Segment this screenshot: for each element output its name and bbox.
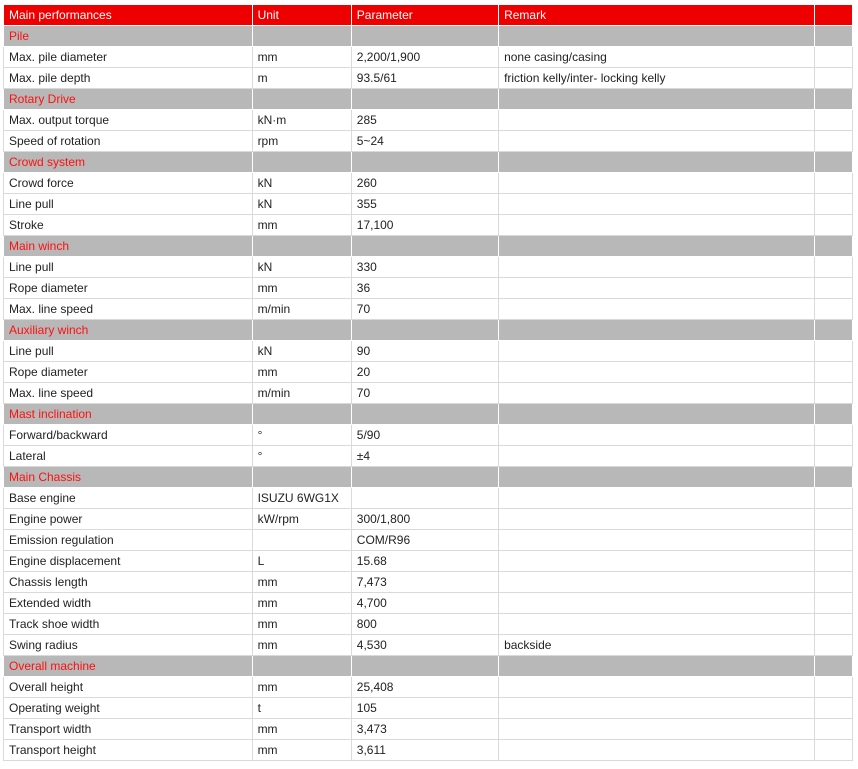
section-filler-cell	[351, 26, 498, 47]
section-header-row	[4, 320, 853, 341]
table-row	[4, 278, 853, 299]
section-filler-cell	[499, 320, 815, 341]
row-parameter: 36	[351, 278, 498, 299]
header-extra	[815, 5, 853, 26]
row-extra	[815, 299, 853, 320]
section-filler-cell	[351, 320, 498, 341]
section-filler-cell	[815, 404, 853, 425]
row-parameter: 3,473	[351, 719, 498, 740]
row-parameter: 105	[351, 698, 498, 719]
row-unit: m	[252, 68, 351, 89]
table-row	[4, 551, 853, 572]
section-filler-cell	[351, 152, 498, 173]
row-parameter: 93.5/61	[351, 68, 498, 89]
row-extra	[815, 698, 853, 719]
row-extra	[815, 194, 853, 215]
section-header-row	[4, 656, 853, 677]
row-extra	[815, 47, 853, 68]
row-parameter: 70	[351, 299, 498, 320]
section-title: Mast inclination	[4, 404, 253, 425]
row-extra	[815, 278, 853, 299]
section-filler-cell	[351, 89, 498, 110]
row-extra	[815, 551, 853, 572]
row-remark	[499, 593, 815, 614]
row-unit: kN	[252, 257, 351, 278]
section-filler-cell	[252, 656, 351, 677]
row-unit: mm	[252, 740, 351, 761]
row-parameter	[351, 488, 498, 509]
header-remark: Remark	[499, 5, 815, 26]
row-label: Max. output torque	[4, 110, 253, 131]
row-extra	[815, 488, 853, 509]
row-extra	[815, 173, 853, 194]
specification-table	[3, 4, 853, 761]
section-header-row	[4, 152, 853, 173]
row-unit: mm	[252, 719, 351, 740]
row-remark	[499, 362, 815, 383]
row-parameter: 5/90	[351, 425, 498, 446]
row-remark	[499, 194, 815, 215]
row-extra	[815, 740, 853, 761]
row-parameter: 800	[351, 614, 498, 635]
row-parameter: 4,700	[351, 593, 498, 614]
row-label: Max. pile depth	[4, 68, 253, 89]
row-label: Extended width	[4, 593, 253, 614]
row-extra	[815, 635, 853, 656]
table-row	[4, 677, 853, 698]
table-row	[4, 257, 853, 278]
row-label: Speed of rotation	[4, 131, 253, 152]
table-row	[4, 341, 853, 362]
table-row	[4, 509, 853, 530]
table-row	[4, 635, 853, 656]
row-remark	[499, 341, 815, 362]
row-parameter: 70	[351, 383, 498, 404]
row-unit: mm	[252, 278, 351, 299]
section-filler-cell	[815, 236, 853, 257]
section-title: Overall machine	[4, 656, 253, 677]
row-remark	[499, 110, 815, 131]
row-parameter: 17,100	[351, 215, 498, 236]
row-label: Chassis length	[4, 572, 253, 593]
row-label: Operating weight	[4, 698, 253, 719]
table-row	[4, 530, 853, 551]
row-remark	[499, 614, 815, 635]
section-filler-cell	[815, 467, 853, 488]
row-remark	[499, 572, 815, 593]
row-parameter: 5~24	[351, 131, 498, 152]
row-parameter: 15.68	[351, 551, 498, 572]
section-filler-cell	[351, 467, 498, 488]
row-label: Transport height	[4, 740, 253, 761]
row-label: Lateral	[4, 446, 253, 467]
row-remark	[499, 719, 815, 740]
table-row	[4, 446, 853, 467]
header-main-performances: Main performances	[4, 5, 253, 26]
table-row	[4, 593, 853, 614]
section-filler-cell	[499, 152, 815, 173]
row-remark	[499, 551, 815, 572]
row-unit: m/min	[252, 383, 351, 404]
row-unit	[252, 530, 351, 551]
section-filler-cell	[815, 320, 853, 341]
row-extra	[815, 593, 853, 614]
row-unit: mm	[252, 677, 351, 698]
row-label: Line pull	[4, 257, 253, 278]
row-remark	[499, 278, 815, 299]
section-filler-cell	[815, 89, 853, 110]
table-row	[4, 131, 853, 152]
row-extra	[815, 530, 853, 551]
row-label: Max. line speed	[4, 383, 253, 404]
row-extra	[815, 677, 853, 698]
row-remark: backside	[499, 635, 815, 656]
row-unit: kW/rpm	[252, 509, 351, 530]
section-filler-cell	[252, 236, 351, 257]
section-header-row	[4, 404, 853, 425]
row-unit: mm	[252, 635, 351, 656]
header-parameter: Parameter	[351, 5, 498, 26]
table-row	[4, 719, 853, 740]
table-row	[4, 110, 853, 131]
specification-table-body	[4, 5, 853, 761]
row-remark	[499, 488, 815, 509]
section-filler-cell	[252, 404, 351, 425]
section-filler-cell	[499, 656, 815, 677]
row-unit: L	[252, 551, 351, 572]
row-unit: mm	[252, 47, 351, 68]
section-filler-cell	[252, 467, 351, 488]
section-title: Crowd system	[4, 152, 253, 173]
row-parameter: 355	[351, 194, 498, 215]
section-filler-cell	[499, 404, 815, 425]
section-filler-cell	[252, 89, 351, 110]
section-header-row	[4, 26, 853, 47]
section-filler-cell	[499, 26, 815, 47]
row-extra	[815, 446, 853, 467]
row-unit: mm	[252, 593, 351, 614]
row-remark	[499, 740, 815, 761]
row-remark	[499, 698, 815, 719]
row-label: Transport width	[4, 719, 253, 740]
row-label: Rope diameter	[4, 362, 253, 383]
row-label: Crowd force	[4, 173, 253, 194]
row-unit: mm	[252, 614, 351, 635]
row-label: Line pull	[4, 341, 253, 362]
row-remark	[499, 215, 815, 236]
header-unit: Unit	[252, 5, 351, 26]
row-remark	[499, 173, 815, 194]
row-extra	[815, 341, 853, 362]
row-remark	[499, 383, 815, 404]
row-extra	[815, 509, 853, 530]
row-remark	[499, 299, 815, 320]
row-label: Engine displacement	[4, 551, 253, 572]
row-remark: friction kelly/inter- locking kelly	[499, 68, 815, 89]
row-unit: kN	[252, 194, 351, 215]
row-parameter: 25,408	[351, 677, 498, 698]
section-filler-cell	[499, 467, 815, 488]
row-unit: °	[252, 425, 351, 446]
row-remark	[499, 257, 815, 278]
table-row	[4, 299, 853, 320]
table-row	[4, 194, 853, 215]
row-parameter: 300/1,800	[351, 509, 498, 530]
section-filler-cell	[351, 236, 498, 257]
section-header-row	[4, 236, 853, 257]
row-remark: none casing/casing	[499, 47, 815, 68]
table-row	[4, 614, 853, 635]
row-extra	[815, 215, 853, 236]
row-extra	[815, 362, 853, 383]
row-remark	[499, 131, 815, 152]
table-header-row	[4, 5, 853, 26]
row-unit: °	[252, 446, 351, 467]
row-extra	[815, 383, 853, 404]
table-row	[4, 215, 853, 236]
table-row	[4, 740, 853, 761]
section-filler-cell	[815, 656, 853, 677]
row-parameter: 330	[351, 257, 498, 278]
row-remark	[499, 530, 815, 551]
table-row	[4, 425, 853, 446]
row-parameter: 4,530	[351, 635, 498, 656]
row-extra	[815, 68, 853, 89]
row-parameter: 3,611	[351, 740, 498, 761]
section-filler-cell	[252, 152, 351, 173]
section-title: Auxiliary winch	[4, 320, 253, 341]
section-filler-cell	[252, 320, 351, 341]
row-unit: kN	[252, 173, 351, 194]
table-row	[4, 698, 853, 719]
section-title: Main Chassis	[4, 467, 253, 488]
row-unit: ISUZU 6WG1X	[252, 488, 351, 509]
row-unit: mm	[252, 362, 351, 383]
row-parameter: 285	[351, 110, 498, 131]
table-row	[4, 47, 853, 68]
row-parameter: 260	[351, 173, 498, 194]
row-label: Line pull	[4, 194, 253, 215]
row-label: Emission regulation	[4, 530, 253, 551]
row-parameter: COM/R96	[351, 530, 498, 551]
row-label: Forward/backward	[4, 425, 253, 446]
row-remark	[499, 446, 815, 467]
row-extra	[815, 131, 853, 152]
section-header-row	[4, 89, 853, 110]
section-header-row	[4, 467, 853, 488]
table-row	[4, 383, 853, 404]
section-filler-cell	[351, 656, 498, 677]
row-label: Swing radius	[4, 635, 253, 656]
section-filler-cell	[351, 404, 498, 425]
row-unit: m/min	[252, 299, 351, 320]
table-row	[4, 488, 853, 509]
section-title: Main winch	[4, 236, 253, 257]
table-row	[4, 68, 853, 89]
row-unit: kN·m	[252, 110, 351, 131]
section-filler-cell	[815, 152, 853, 173]
row-parameter: ±4	[351, 446, 498, 467]
row-label: Max. pile diameter	[4, 47, 253, 68]
section-filler-cell	[815, 26, 853, 47]
row-label: Base engine	[4, 488, 253, 509]
row-extra	[815, 614, 853, 635]
row-parameter: 2,200/1,900	[351, 47, 498, 68]
row-unit: t	[252, 698, 351, 719]
row-label: Stroke	[4, 215, 253, 236]
row-remark	[499, 509, 815, 530]
row-parameter: 7,473	[351, 572, 498, 593]
row-unit: mm	[252, 215, 351, 236]
section-filler-cell	[499, 236, 815, 257]
row-extra	[815, 425, 853, 446]
row-unit: kN	[252, 341, 351, 362]
table-row	[4, 173, 853, 194]
row-extra	[815, 110, 853, 131]
row-unit: mm	[252, 572, 351, 593]
row-label: Rope diameter	[4, 278, 253, 299]
row-label: Max. line speed	[4, 299, 253, 320]
row-remark	[499, 425, 815, 446]
row-remark	[499, 677, 815, 698]
section-filler-cell	[499, 89, 815, 110]
table-row	[4, 362, 853, 383]
section-title: Pile	[4, 26, 253, 47]
row-extra	[815, 572, 853, 593]
section-filler-cell	[252, 26, 351, 47]
row-label: Engine power	[4, 509, 253, 530]
row-extra	[815, 257, 853, 278]
table-row	[4, 572, 853, 593]
row-label: Overall height	[4, 677, 253, 698]
row-extra	[815, 719, 853, 740]
row-parameter: 90	[351, 341, 498, 362]
section-title: Rotary Drive	[4, 89, 253, 110]
row-parameter: 20	[351, 362, 498, 383]
row-label: Track shoe width	[4, 614, 253, 635]
row-unit: rpm	[252, 131, 351, 152]
